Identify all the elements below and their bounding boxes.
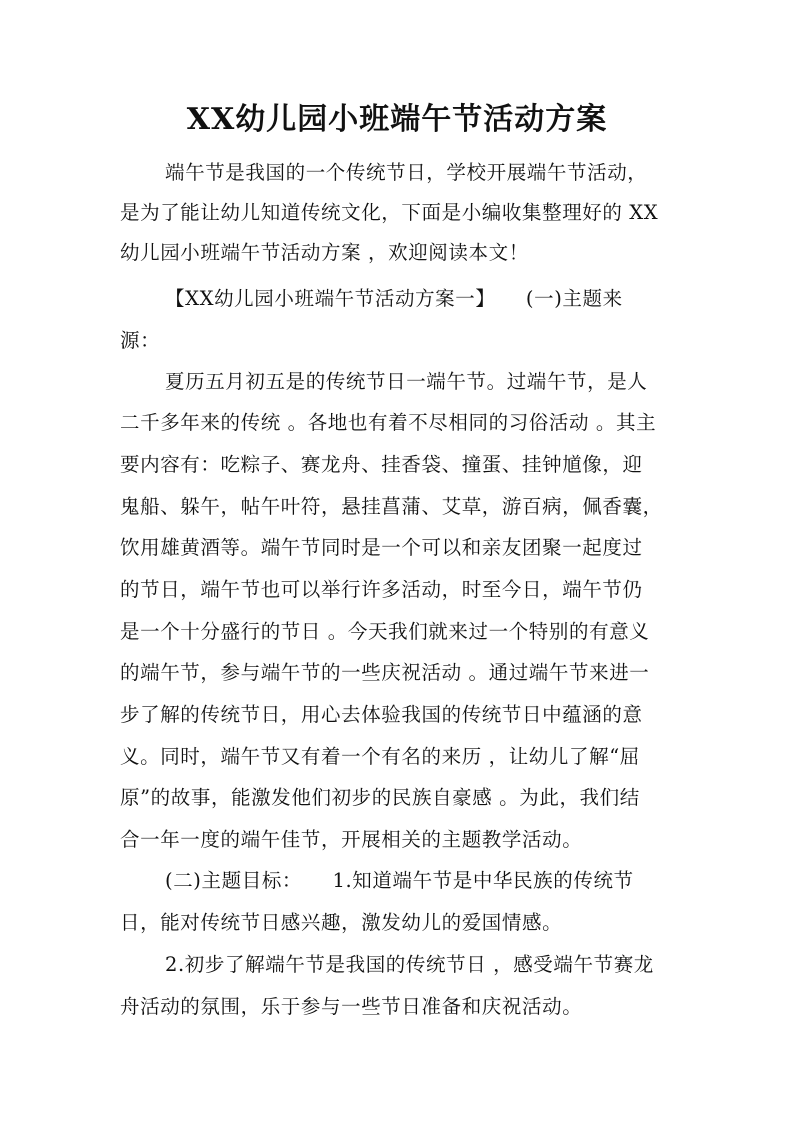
text-line: 鬼船、躲午，帖午叶符，悬挂菖蒲、艾草，游百病，佩香囊， [120, 495, 663, 518]
document-title: XX幼儿园小班端午节活动方案 [186, 102, 608, 137]
text-line: 义。同时，端午节又有着一个有名的来历 ，让幼儿了解“屈 [120, 745, 640, 768]
text-line: 舟活动的氛围，乐于参与一些节日准备和庆祝活动。 [120, 995, 583, 1018]
text-line: 【XX幼儿园小班端午节活动方案一】 (一)主题来 [165, 287, 623, 310]
text-line: 饮用雄黄酒等。端午节同时是一个可以和亲友团聚一起度过 [120, 536, 643, 559]
text-line: 是一个十分盛行的节日 。今天我们就来过一个特别的有意义 [120, 620, 650, 643]
text-line: 原”的故事，能激发他们初步的民族自豪感 。为此，我们结 [120, 786, 640, 809]
text-line: 源： [120, 329, 161, 352]
text-line: (二)主题目标： 1.知道端午节是中华民族的传统节 [165, 869, 634, 892]
text-line: 合一年一度的端午佳节，开展相关的主题教学活动。 [120, 828, 583, 851]
text-line: 的端午节，参与端午节的一些庆祝活动 。通过端午节来进一 [120, 661, 650, 684]
text-line: 二千多年来的传统 。各地也有着不尽相同的习俗活动 。其主 [120, 411, 657, 434]
text-line: 夏历五月初五是的传统节日一端午节。过端午节，是人 [165, 370, 648, 393]
text-line: 是为了能让幼儿知道传统文化，下面是小编收集整理好的 XX [120, 201, 659, 224]
text-line: 幼儿园小班端午节活动方案 ，欢迎阅读本文！ [120, 241, 529, 264]
text-line: 的节日，端午节也可以举行许多活动，时至今日，端午节仍 [120, 578, 643, 601]
text-line: 步了解的传统节日，用心去体验我国的传统节日中蕴涵的意 [120, 703, 643, 726]
text-line: 2.初步了解端午节是我国的传统节日 ，感受端午节赛龙 [165, 953, 654, 976]
text-line: 日，能对传统节日感兴趣，激发幼儿的爱国情感。 [120, 911, 563, 934]
text-line: 要内容有：吃粽子、赛龙舟、挂香袋、撞蛋、挂钟馗像，迎 [120, 453, 643, 476]
text-line: 端午节是我国的一个传统节日，学校开展端午节活动， [165, 161, 648, 184]
